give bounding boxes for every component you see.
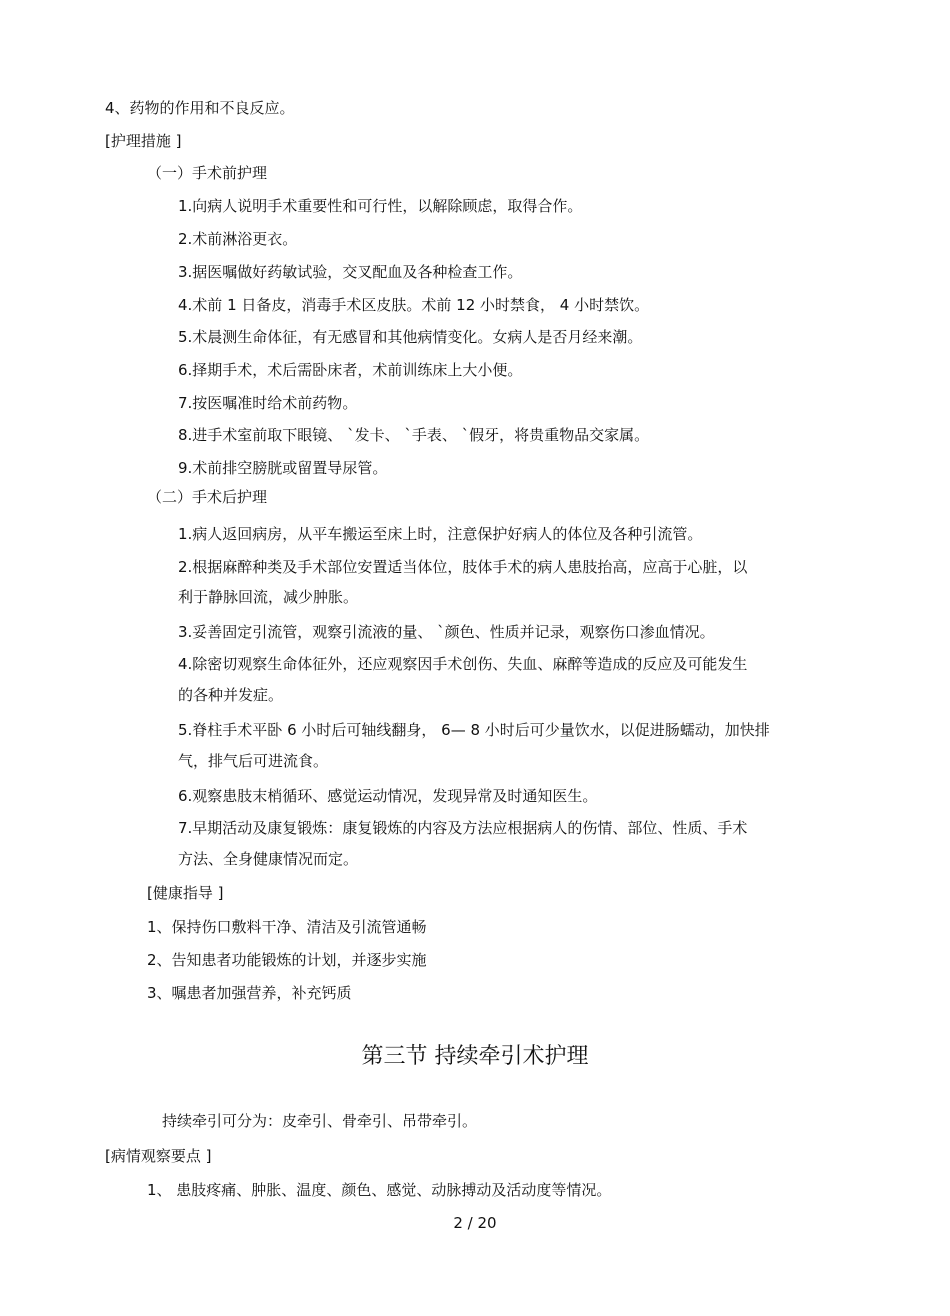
text-line: 2.术前淋浴更衣。 — [178, 230, 298, 248]
text-line: 利于静脉回流，减少肿胀。 — [178, 588, 359, 606]
text-line: 4.除密切观察生命体征外，还应观察因手术创伤、失血、麻醉等造成的反应及可能发生 — [178, 655, 748, 673]
text-line: 的各种并发症。 — [178, 686, 284, 704]
text-line: 1.病人返回病房，从平车搬运至床上时，注意保护好病人的体位及各种引流管。 — [178, 525, 703, 543]
list-item: 2、告知患者功能锻炼的计划，并逐步实施 — [147, 951, 427, 969]
text-line: 1.向病人说明手术重要性和可行性，以解除顾虑，取得合作。 — [178, 197, 583, 215]
text-line: 5.脊柱手术平卧 6 小时后可轴线翻身， 6— 8 小时后可少量饮水，以促进肠蠕动，加快排 — [178, 721, 770, 739]
text-line: 5.术晨测生命体征，有无感冒和其他病情变化。女病人是否月经来潮。 — [178, 328, 643, 346]
page-number: 2 / 20 — [453, 1214, 497, 1232]
text-line: 方法、全身健康情况而定。 — [178, 850, 359, 868]
text-line: 9.术前排空膀胱或留置导尿管。 — [178, 459, 388, 477]
text-line: 7.按医嘱准时给术前药物。 — [178, 394, 358, 412]
list-item: 1、保持伤口敷料干净、清洁及引流管通畅 — [147, 918, 427, 936]
text-line: 8.进手术室前取下眼镜、 `发卡、 `手表、 `假牙，将贵重物品交家属。 — [178, 426, 650, 444]
text-line: 6.择期手术，术后需卧床者，术前训练床上大小便。 — [178, 361, 523, 379]
text-line: 7.早期活动及康复锻炼：康复锻炼的内容及方法应根据病人的伤情、部位、性质、手术 — [178, 819, 748, 837]
list-item: 1、 患肢疼痛、肿胀、温度、颜色、感觉、动脉搏动及活动度等情况。 — [147, 1181, 612, 1199]
section-heading-nursing-measures: [护理措施 ] — [105, 132, 182, 150]
text-line: 持续牵引可分为：皮牵引、骨牵引、吊带牵引。 — [162, 1112, 478, 1130]
list-item: 3、嘱患者加强营养，补充钙质 — [147, 984, 352, 1002]
subsection-heading-postoperative: （二）手术后护理 — [147, 488, 268, 506]
subsection-heading-preoperative: （一）手术前护理 — [147, 164, 268, 182]
text-line: 2.根据麻醉种类及手术部位安置适当体位，肢体手术的病人患肢抬高，应高于心脏，以 — [178, 558, 748, 576]
section-heading-health-guidance: [健康指导 ] — [147, 884, 224, 902]
text-line: 3.妥善固定引流管，观察引流液的量、 `颜色、性质并记录，观察伤口渗血情况。 — [178, 623, 715, 641]
text-line: 6.观察患肢末梢循环、感觉运动情况，发现异常及时通知医生。 — [178, 787, 598, 805]
text-line: 气，排气后可进流食。 — [178, 752, 329, 770]
section-heading-observation-points: [病情观察要点 ] — [105, 1147, 212, 1165]
text-line: 3.据医嘱做好药敏试验，交叉配血及各种检查工作。 — [178, 263, 523, 281]
text-line: 4、药物的作用和不良反应。 — [105, 99, 295, 117]
text-line: 4.术前 1 日备皮，消毒手术区皮肤。术前 12 小时禁食， 4 小时禁饮。 — [178, 296, 650, 314]
section-title: 第三节 持续牵引术护理 — [361, 1044, 589, 1069]
